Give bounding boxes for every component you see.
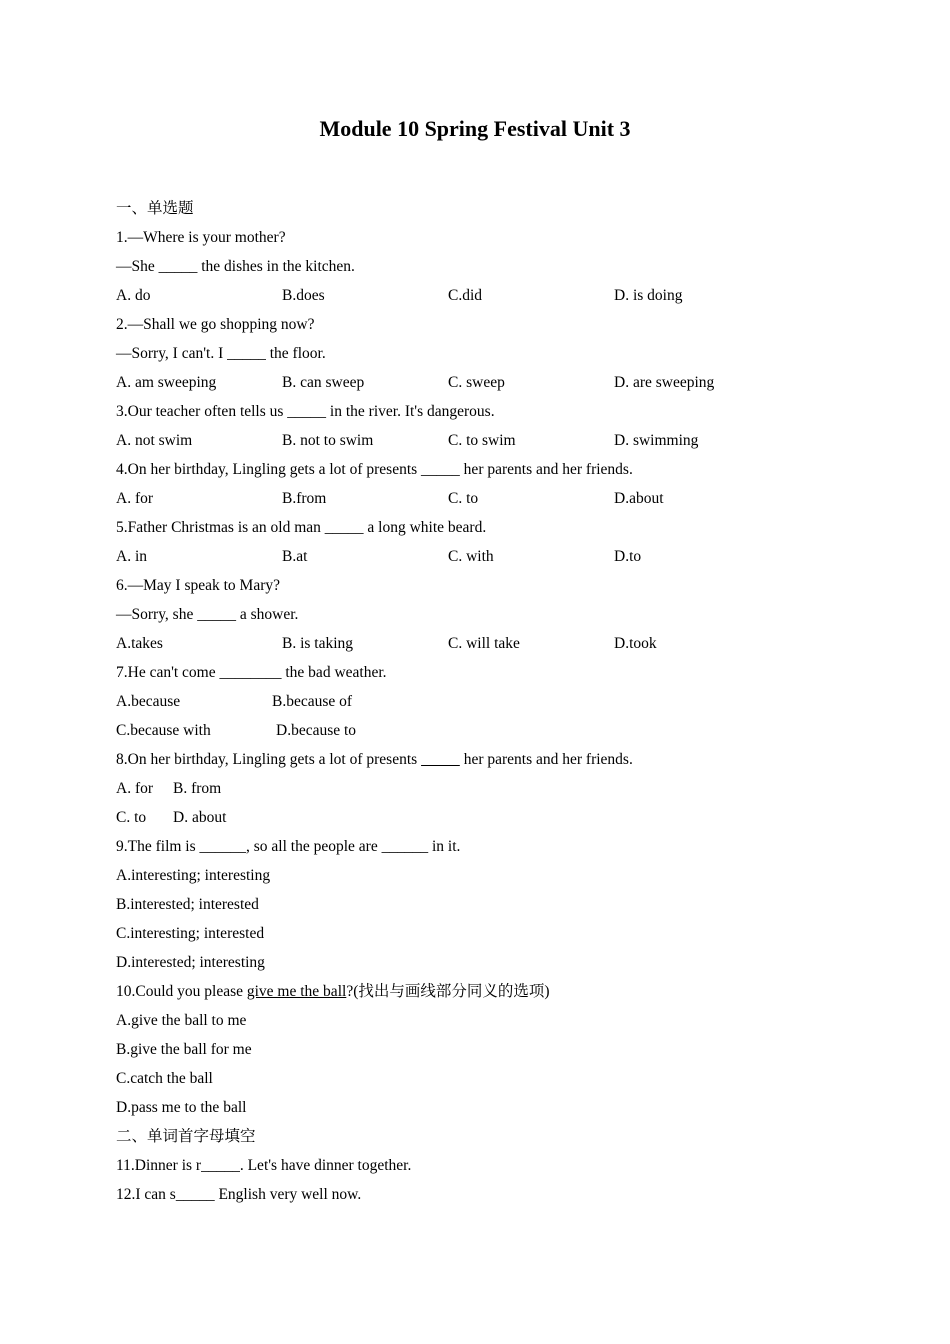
option: A. for — [116, 490, 154, 507]
question-8-text: 8.On her birthday, Lingling gets a lot of presents — [116, 751, 422, 768]
question-6: 6.—May I speak to Mary? — [116, 577, 280, 594]
option: C.did — [448, 287, 483, 304]
question-11: 11.Dinner is r_____. Let's have dinner together. — [116, 1157, 412, 1174]
option: A.because — [116, 693, 181, 710]
option: B. not to swim — [282, 432, 374, 449]
question-8-blank — [421, 751, 460, 768]
option: B. can sweep — [282, 374, 365, 391]
option: B.interested; interested — [116, 896, 259, 913]
question-9: 9.The film is ______, so all the people are ______ in it. — [116, 838, 461, 855]
option: D.took — [614, 635, 657, 652]
question-1-options — [116, 281, 836, 310]
option: A. not swim — [116, 432, 193, 449]
section-heading: 一、单选题 — [116, 200, 194, 217]
question-2-answer-line: —Sorry, I can't. I _____ the floor. — [116, 345, 326, 362]
option: A. in — [116, 548, 147, 565]
question-3: 3.Our teacher often tells us _____ in the river. It's dangerous. — [116, 403, 495, 420]
option: C. will take — [448, 635, 520, 652]
section-heading: 二、单词首字母填空 — [116, 1128, 256, 1145]
option: B.does — [282, 287, 325, 304]
option: C. with — [448, 548, 494, 565]
document-title: Module 10 Spring Festival Unit 3 — [319, 116, 631, 141]
question-7-options-row-2 — [116, 716, 836, 745]
question-3-options — [116, 426, 836, 455]
question-6-options — [116, 629, 836, 658]
option: D. is doing — [614, 287, 683, 304]
option: A. do — [116, 287, 151, 304]
option: D.pass me to the ball — [116, 1099, 247, 1116]
option: C. sweep — [448, 374, 505, 391]
question-10 — [116, 977, 836, 1006]
question-10-underlined: give me the ball — [246, 983, 347, 1000]
option: D.to — [614, 548, 642, 565]
option: A.takes — [116, 635, 163, 652]
question-4-options — [116, 484, 836, 513]
question-7: 7.He can't come ________ the bad weather. — [116, 664, 387, 681]
question-7-options-row-1 — [116, 687, 836, 716]
option: B.from — [282, 490, 327, 507]
question-10-text-end: ?(找出与画线部分同义的选项) — [346, 983, 550, 1000]
option: C. to — [116, 809, 147, 826]
question-2-options — [116, 368, 836, 397]
option: A. am sweeping — [116, 374, 217, 391]
question-8-options-row-2 — [116, 803, 836, 832]
question-8-text-end: her parents and her friends. — [459, 751, 633, 768]
option: D. swimming — [614, 432, 699, 449]
question-1: 1.—Where is your mother? — [116, 229, 286, 246]
option: C. to swim — [448, 432, 516, 449]
option: B. from — [173, 780, 222, 797]
option: D. about — [173, 809, 227, 826]
question-5-options — [116, 542, 836, 571]
option: A.interesting; interesting — [116, 867, 271, 884]
question-8-options-row-1 — [116, 774, 836, 803]
question-5: 5.Father Christmas is an old man _____ a long white beard. — [116, 519, 487, 536]
option: B.give the ball for me — [116, 1041, 252, 1058]
option: B. is taking — [282, 635, 354, 652]
option: D.interested; interesting — [116, 954, 265, 971]
document-body — [116, 194, 836, 1209]
option: B.at — [282, 548, 308, 565]
question-2: 2.—Shall we go shopping now? — [116, 316, 315, 333]
option: A.give the ball to me — [116, 1012, 247, 1029]
question-8 — [116, 745, 836, 774]
option: C.because with — [116, 722, 211, 739]
option: B.because of — [272, 693, 353, 710]
question-12: 12.I can s_____ English very well now. — [116, 1186, 362, 1203]
question-1-answer-line: —She _____ the dishes in the kitchen. — [116, 258, 355, 275]
question-4: 4.On her birthday, Lingling gets a lot of presents _____ her parents and her friends. — [116, 461, 633, 478]
option: C.interesting; interested — [116, 925, 265, 942]
option: D. are sweeping — [614, 374, 715, 391]
option: C.catch the ball — [116, 1070, 213, 1087]
option: A. for — [116, 780, 154, 797]
option: D.because to — [276, 722, 357, 739]
option: C. to — [448, 490, 479, 507]
question-10-text: 10.Could you please — [116, 983, 247, 1000]
option: D.about — [614, 490, 664, 507]
question-6-answer-line: —Sorry, she _____ a shower. — [116, 606, 299, 623]
